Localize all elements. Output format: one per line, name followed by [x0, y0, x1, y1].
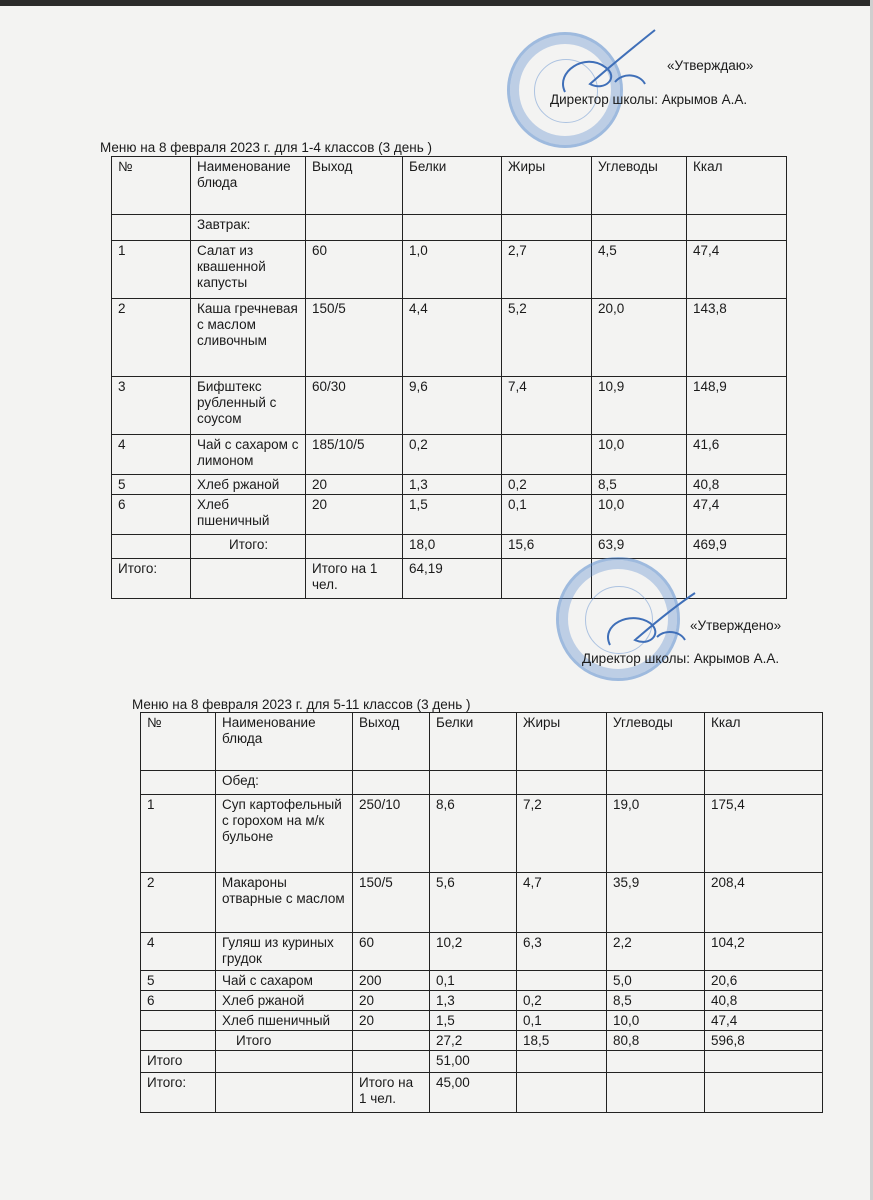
final-row-empty: [517, 1073, 607, 1113]
meal-row-empty: [430, 771, 517, 795]
dish-row: [141, 991, 823, 1011]
dish-kcal: 41,6: [687, 435, 787, 475]
dish-fat: 0,2: [517, 991, 607, 1011]
dish-kcal: 40,8: [687, 475, 787, 495]
dish-name: Салат из квашенной капусты: [191, 241, 306, 299]
sum-row-empty: [607, 1051, 705, 1073]
meal-label: Обед:: [216, 771, 353, 795]
column-header: Углеводы: [592, 157, 687, 215]
total-value: 18,0: [403, 535, 502, 559]
sum-row-empty: [353, 1051, 430, 1073]
dish-name: Каша гречневая с маслом сливочным: [191, 299, 306, 377]
dish-number: 5: [141, 971, 216, 991]
final-row-empty: [705, 1073, 823, 1113]
sum-value: 51,00: [430, 1051, 517, 1073]
dish-kcal: 148,9: [687, 377, 787, 435]
dish-row: [112, 435, 787, 475]
dish-protein: 1,0: [403, 241, 502, 299]
dish-carbs: 10,0: [592, 495, 687, 535]
meal-row-empty: [502, 215, 592, 241]
dish-kcal: 104,2: [705, 933, 823, 971]
column-header: №: [112, 157, 191, 215]
dish-row: [141, 873, 823, 933]
dish-row: [112, 495, 787, 535]
dish-kcal: 20,6: [705, 971, 823, 991]
dish-protein: 5,6: [430, 873, 517, 933]
per-person-label: Итого на 1 чел.: [353, 1073, 430, 1113]
dish-carbs: 10,0: [592, 435, 687, 475]
total-row: [141, 1031, 823, 1051]
dish-number: 4: [112, 435, 191, 475]
dish-row: [112, 475, 787, 495]
dish-protein: 1,3: [430, 991, 517, 1011]
dish-protein: 4,4: [403, 299, 502, 377]
director-line-1: Директор школы: Акрымов А.А.: [550, 92, 748, 107]
dish-fat: 0,1: [502, 495, 592, 535]
column-header: Выход: [353, 713, 430, 771]
per-person-label: Итого на 1 чел.: [306, 559, 403, 599]
dish-number: 5: [112, 475, 191, 495]
dish-fat: 0,2: [502, 475, 592, 495]
dish-kcal: 208,4: [705, 873, 823, 933]
meal-row-empty: [353, 771, 430, 795]
dish-row: [112, 299, 787, 377]
sum-row: [141, 1051, 823, 1073]
dish-protein: 1,5: [403, 495, 502, 535]
dish-carbs: 5,0: [607, 971, 705, 991]
total-value: 469,9: [687, 535, 787, 559]
sum-row-empty: [705, 1051, 823, 1073]
dish-portion: 20: [353, 1011, 430, 1031]
column-header: Выход: [306, 157, 403, 215]
dish-carbs: 8,5: [592, 475, 687, 495]
meal-row-empty: [112, 215, 191, 241]
dish-fat: 2,7: [502, 241, 592, 299]
meal-row: [141, 771, 823, 795]
dish-portion: 60: [353, 933, 430, 971]
dish-name: Хлеб пшеничный: [216, 1011, 353, 1031]
per-person-value: 45,00: [430, 1073, 517, 1113]
dish-fat: 7,4: [502, 377, 592, 435]
dish-carbs: 35,9: [607, 873, 705, 933]
column-header: Жиры: [517, 713, 607, 771]
dish-number: [141, 1011, 216, 1031]
approval-heading-2: «Утверждено»: [690, 618, 782, 633]
total-value: 80,8: [607, 1031, 705, 1051]
total-label: Итого: [216, 1031, 353, 1051]
final-row-empty: [191, 559, 306, 599]
final-label: Итого:: [141, 1073, 216, 1113]
column-header: Белки: [430, 713, 517, 771]
column-header: Жиры: [502, 157, 592, 215]
total-value: 18,5: [517, 1031, 607, 1051]
dish-protein: 0,2: [403, 435, 502, 475]
dish-kcal: 40,8: [705, 991, 823, 1011]
total-row-empty: [112, 535, 191, 559]
menu-table-2: [140, 712, 823, 1113]
dish-portion: 20: [306, 475, 403, 495]
scan-top-edge: [0, 0, 873, 6]
dish-name: Чай с сахаром: [216, 971, 353, 991]
dish-kcal: 47,4: [687, 241, 787, 299]
dish-number: 2: [141, 873, 216, 933]
dish-carbs: 2,2: [607, 933, 705, 971]
dish-portion: 200: [353, 971, 430, 991]
dish-number: 4: [141, 933, 216, 971]
dish-fat: [502, 435, 592, 475]
header-row: [141, 713, 823, 771]
dish-row: [141, 795, 823, 873]
dish-fat: 4,7: [517, 873, 607, 933]
dish-carbs: 20,0: [592, 299, 687, 377]
total-row-empty: [353, 1031, 430, 1051]
header-row: [112, 157, 787, 215]
dish-name: Чай с сахаром с лимоном: [191, 435, 306, 475]
dish-protein: 9,6: [403, 377, 502, 435]
meal-row-empty: [403, 215, 502, 241]
total-label: Итого:: [191, 535, 306, 559]
dish-name: Суп картофельный с горохом на м/к бульоне: [216, 795, 353, 873]
dish-number: 2: [112, 299, 191, 377]
sum-label: Итого: [141, 1051, 216, 1073]
final-label: Итого:: [112, 559, 191, 599]
total-value: 27,2: [430, 1031, 517, 1051]
dish-carbs: 10,9: [592, 377, 687, 435]
dish-fat: [517, 971, 607, 991]
dish-kcal: 175,4: [705, 795, 823, 873]
meal-row-empty: [306, 215, 403, 241]
dish-protein: 0,1: [430, 971, 517, 991]
per-person-row: [141, 1073, 823, 1113]
dish-name: Хлеб ржаной: [191, 475, 306, 495]
column-header: Наименование блюда: [216, 713, 353, 771]
column-header: Ккал: [687, 157, 787, 215]
sum-row-empty: [216, 1051, 353, 1073]
dish-number: 1: [112, 241, 191, 299]
dish-portion: 250/10: [353, 795, 430, 873]
dish-row: [141, 971, 823, 991]
dish-fat: 6,3: [517, 933, 607, 971]
meal-row-empty: [705, 771, 823, 795]
total-row-empty: [306, 535, 403, 559]
column-header: Белки: [403, 157, 502, 215]
dish-fat: 0,1: [517, 1011, 607, 1031]
dish-name: Гуляш из куриных грудок: [216, 933, 353, 971]
dish-name: Хлеб ржаной: [216, 991, 353, 1011]
menu-caption-1: Меню на 8 февраля 2023 г. для 1-4 классов (3 день ): [100, 140, 432, 155]
dish-kcal: 143,8: [687, 299, 787, 377]
dish-number: 3: [112, 377, 191, 435]
director-line-2: Директор школы: Акрымов А.А.: [582, 651, 780, 666]
meal-row: [112, 215, 787, 241]
dish-name: Макароны отварные с маслом: [216, 873, 353, 933]
dish-row: [112, 241, 787, 299]
total-row: [112, 535, 787, 559]
meal-row-empty: [517, 771, 607, 795]
dish-protein: 10,2: [430, 933, 517, 971]
meal-row-empty: [687, 215, 787, 241]
meal-row-empty: [141, 771, 216, 795]
dish-carbs: 4,5: [592, 241, 687, 299]
dish-portion: 20: [306, 495, 403, 535]
meal-row-empty: [592, 215, 687, 241]
total-value: 596,8: [705, 1031, 823, 1051]
dish-portion: 150/5: [306, 299, 403, 377]
dish-protein: 1,3: [403, 475, 502, 495]
dish-carbs: 8,5: [607, 991, 705, 1011]
column-header: Ккал: [705, 713, 823, 771]
final-row-empty: [607, 1073, 705, 1113]
dish-kcal: 47,4: [705, 1011, 823, 1031]
approval-heading-1: «Утверждаю»: [667, 58, 754, 73]
dish-row: [141, 1011, 823, 1031]
dish-portion: 150/5: [353, 873, 430, 933]
dish-protein: 1,5: [430, 1011, 517, 1031]
dish-protein: 8,6: [430, 795, 517, 873]
dish-name: Бифштекс рубленный с соусом: [191, 377, 306, 435]
dish-fat: 7,2: [517, 795, 607, 873]
column-header: №: [141, 713, 216, 771]
dish-carbs: 10,0: [607, 1011, 705, 1031]
total-value: 63,9: [592, 535, 687, 559]
dish-carbs: 19,0: [607, 795, 705, 873]
dish-row: [112, 377, 787, 435]
dish-portion: 60: [306, 241, 403, 299]
column-header: Углеводы: [607, 713, 705, 771]
dish-portion: 60/30: [306, 377, 403, 435]
final-row-empty: [216, 1073, 353, 1113]
dish-name: Хлеб пшеничный: [191, 495, 306, 535]
dish-portion: 20: [353, 991, 430, 1011]
menu-table-1: [111, 156, 787, 599]
dish-number: 1: [141, 795, 216, 873]
column-header: Наименование блюда: [191, 157, 306, 215]
dish-number: 6: [141, 991, 216, 1011]
total-row-empty: [141, 1031, 216, 1051]
menu-caption-2: Меню на 8 февраля 2023 г. для 5-11 классов (3 день ): [132, 697, 471, 712]
per-person-value: 64,19: [403, 559, 502, 599]
sum-row-empty: [517, 1051, 607, 1073]
dish-number: 6: [112, 495, 191, 535]
meal-row-empty: [607, 771, 705, 795]
meal-label: Завтрак:: [191, 215, 306, 241]
dish-kcal: 47,4: [687, 495, 787, 535]
dish-fat: 5,2: [502, 299, 592, 377]
dish-portion: 185/10/5: [306, 435, 403, 475]
total-value: 15,6: [502, 535, 592, 559]
dish-row: [141, 933, 823, 971]
